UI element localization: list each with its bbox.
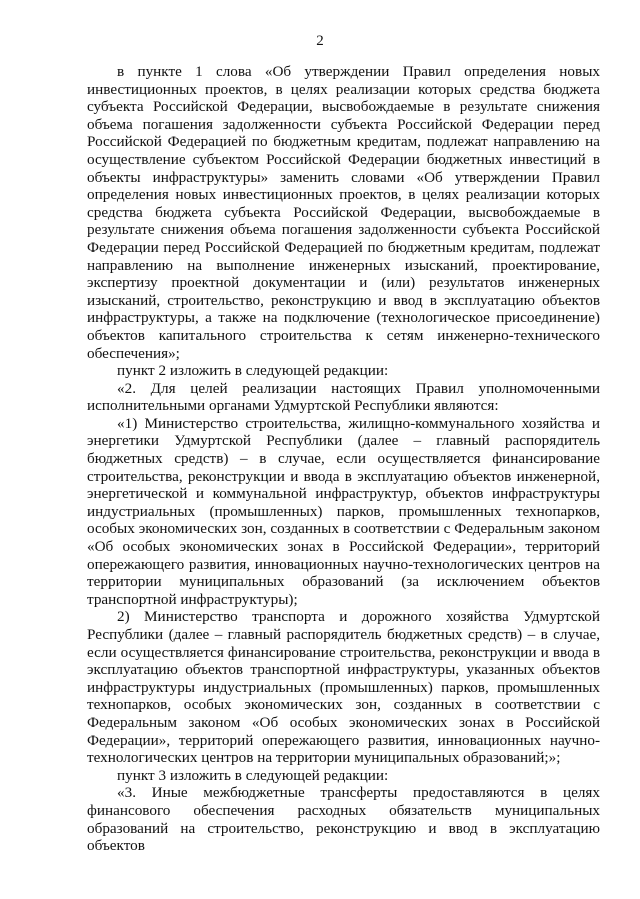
paragraph-subpoint-2: 2) Министерство транспорта и дорожного хозяйства Удмуртской Республики (далее – главный распорядитель бюджетных средств) – в случае, если осуществляется финансирование строительства, реконструкции и ввода в эксплуатацию объектов транспортной инфраструктуры, указанных объектов инфраструктуры индустриальных (промышленных) парков, промышленных технопарков, особых экономических зон, созданных в соответствии с Федеральным законом «Об особых экономических зонах в Российской Федерации», территорий опережающего развития, инновационных научно-технологических центров на территории муниципальных образований;»; bbox=[87, 608, 600, 767]
paragraph-subpoint-1: «1) Министерство строительства, жилищно-коммунального хозяйства и энергетики Удмуртской Республики (далее – главный распорядитель бюджетных средств) – в случае, если осуществляется финансирование строительства, реконструкции и ввода в эксплуатацию объектов инженерной, энергетической и коммунальной инфраструктур, объектов инфраструктуры индустриальных (промышленных) парков, промышленных технопарков, особых экономических зон, созданных в соответствии с Федеральным законом «Об особых экономических зонах в Российской Федерации», территорий опережающего развития, инновационных научно-технологических центров на территории муниципальных образований (за исключением объектов транспортной инфраструктуры); bbox=[87, 414, 600, 608]
document-body bbox=[87, 63, 600, 855]
page-number: 2 bbox=[316, 33, 324, 49]
paragraph-point-3-text: «3. Иные межбюджетные трансферты предоставляются в целях финансового обеспечения расходных обязательств муниципальных образований на строительство, реконструкцию и ввод в эксплуатацию объектов bbox=[87, 784, 600, 855]
paragraph-point-2-intro: пункт 2 изложить в следующей редакции: bbox=[117, 362, 389, 380]
paragraph-point-3-intro: пункт 3 изложить в следующей редакции: bbox=[117, 766, 389, 784]
paragraph-point-2-text: «2. Для целей реализации настоящих Правил уполномоченными исполнительными органами Удмуртской Республики являются: bbox=[87, 379, 600, 415]
paragraph-point-1-amendment: в пункте 1 слова «Об утверждении Правил определения новых инвестиционных проектов, в целях реализации которых средства бюджета субъекта Российской Федерации, высвобождаемые в результате снижения объема погашения задолженности субъекта Российской Федерации перед Российской Федерацией по бюджетным кредитам, подлежат направлению на осуществление субъектом Российской Федерации бюджетных инвестиций в объекты инфраструктуры» заменить словами «Об утверждении Правил определения новых инвестиционных проектов, в целях реализации которых средства бюджета субъекта Российской Федерации, высвобождаемые в результате снижения объема погашения задолженности субъекта Российской Федерации перед Российской Федерацией по бюджетным кредитам, подлежат направлению на выполнение инженерных изысканий, проектирование, экспертизу проектной документации и (или) результатов инженерных изысканий, строительство, реконструкцию и ввод в эксплуатацию объектов инфраструктуры, а также на подключение (технологическое присоединение) объектов капитального строительства к сетям инженерно-технического обеспечения»; bbox=[87, 63, 600, 362]
